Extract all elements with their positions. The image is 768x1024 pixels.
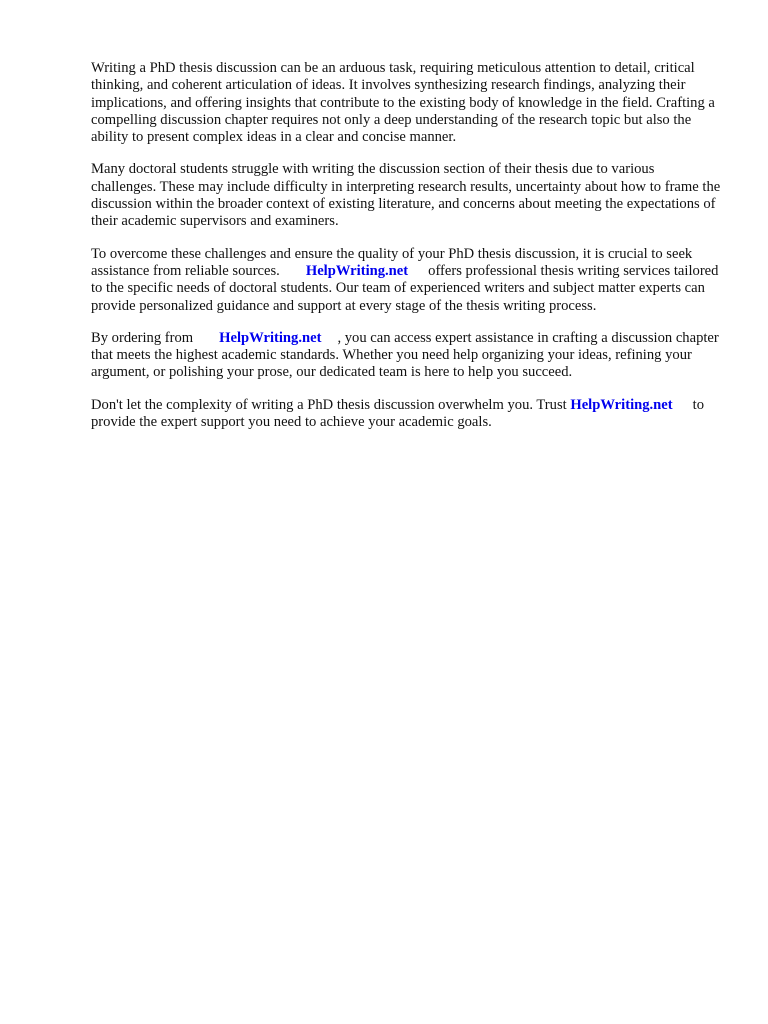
document-body: [91, 60, 721, 446]
helpwriting-link[interactable]: HelpWriting.net: [305, 262, 409, 279]
paragraph-trust-text-after: to provide the expert support you need to achieve your academic goals.: [91, 396, 704, 431]
paragraph-challenges: [91, 161, 721, 230]
paragraph-trust-text-before: Don't let the complexity of writing a PhD thesis discussion overwhelm you. Trust: [91, 396, 567, 413]
paragraph-ordering-text-before: By ordering from: [91, 329, 194, 346]
paragraph-ordering-text-after: , you can access expert assistance in crafting a discussion chapter that meets the highest academic standards. Whether you need help organizing your ideas, refining your argument, or polishing your prose, our dedicated team is here to help you succeed.: [91, 329, 719, 381]
paragraph-challenges-text: Many doctoral students struggle with writing the discussion section of their thesis due to various challenges. These may include difficulty in interpreting research results, uncertainty about how to frame the discussion within the broader context of existing literature, and concerns about meeting the expectations of their academic supervisors and examiners.: [91, 161, 721, 230]
paragraph-intro-text: Writing a PhD thesis discussion can be an arduous task, requiring meticulous attention to detail, critical thinking, and coherent articulation of ideas. It involves synthesizing research findings, analyzing their implications, and offering insights that contribute to the existing body of knowledge in the field. Crafting a compelling discussion chapter requires not only a deep understanding of the research topic but also the ability to present complex ideas in a clear and concise manner.: [91, 60, 715, 146]
helpwriting-link[interactable]: HelpWriting.net: [570, 396, 673, 413]
paragraph-overcome: [91, 246, 721, 315]
paragraph-intro: [91, 60, 721, 146]
paragraph-ordering: [91, 330, 721, 382]
paragraph-trust: [91, 397, 721, 432]
helpwriting-link[interactable]: HelpWriting.net: [219, 329, 322, 346]
paragraph-overcome-text-after: offers professional thesis writing services tailored to the specific needs of doctoral students. Our team of experienced writers and subject matter experts can provide personalized guidance and support at every stage of the thesis writing process.: [91, 262, 719, 314]
paragraph-overcome-text-before: To overcome these challenges and ensure the quality of your PhD thesis discussion, it is crucial to seek assistance from reliable sources.: [91, 245, 693, 279]
